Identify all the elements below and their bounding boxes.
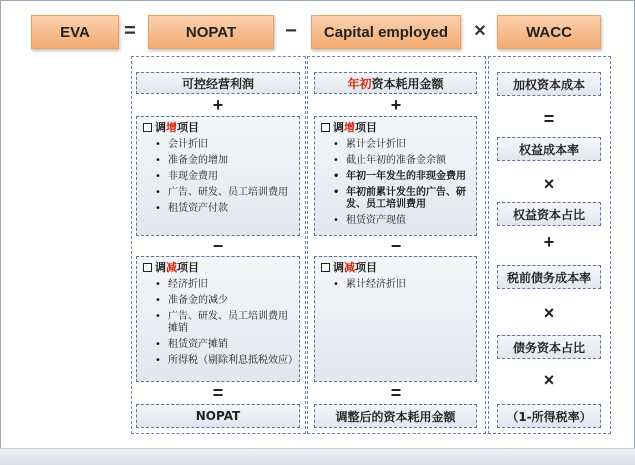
equals-symbol: =: [390, 382, 402, 403]
beginning-capital-box: 年初 资本耗用金额: [314, 72, 477, 94]
list-item: • 广告、研发、员工培训费用: [155, 187, 295, 199]
increase-items-title: 调 增 项目: [321, 119, 472, 135]
plus-symbol: +: [543, 231, 555, 252]
plus-symbol: +: [212, 94, 224, 115]
checkbox-square-icon: [143, 123, 152, 132]
list-item: • 累计会计折旧: [333, 139, 472, 151]
minus-symbol: −: [390, 235, 402, 256]
list-item: • 广告、研发、员工培训费用摊销: [155, 311, 295, 335]
equals-operator: =: [124, 19, 136, 42]
list-item: • 准备金的减少: [155, 295, 295, 307]
adjusted-capital-result-box: 调整后的资本耗用金额: [314, 404, 477, 428]
header-wacc: WACC: [497, 15, 601, 49]
one-minus-tax-rate-box: （1-所得税率）: [497, 404, 601, 428]
list-item: • 所得税（剔除利息抵税效应）: [155, 355, 295, 367]
times-operator: ×: [474, 19, 486, 42]
decrease-items-title: 调 减 项目: [321, 259, 472, 275]
pretax-debt-cost-rate-box: 税前债务成本率: [497, 265, 601, 289]
decrease-items-title: 调 减 项目: [143, 259, 295, 275]
times-symbol: ×: [543, 369, 555, 390]
header-eva: EVA: [31, 15, 119, 49]
list-item: • 会计折旧: [155, 139, 295, 151]
equals-symbol: =: [212, 382, 224, 403]
times-symbol: ×: [543, 302, 555, 323]
plus-symbol: +: [390, 94, 402, 115]
nopat-increase-items-box: [136, 116, 300, 236]
equals-symbol: =: [543, 108, 555, 129]
list-item: • 非现金费用: [155, 171, 295, 183]
list-item: • 年初前累计发生的广告、研发、员工培训费用: [333, 187, 472, 211]
debt-share-box: 债务资本占比: [497, 335, 601, 359]
minus-operator: −: [285, 19, 297, 42]
header-capital-employed: Capital employed: [311, 15, 461, 49]
bottom-status-strip: [0, 448, 635, 465]
list-item: • 租赁资产现值: [333, 215, 472, 227]
list-item: • 累计经济折旧: [333, 279, 472, 291]
list-item: • 年初一年发生的非现金费用: [333, 171, 472, 183]
weighted-capital-cost-box: 加权资本成本: [497, 72, 601, 96]
list-item: • 截止年初的准备金余额: [333, 155, 472, 167]
capital-decrease-items-box: [314, 256, 477, 382]
list-item: • 准备金的增加: [155, 155, 295, 167]
list-item: • 租赁资产付款: [155, 203, 295, 215]
equity-cost-rate-box: 权益成本率: [497, 137, 601, 161]
checkbox-square-icon: [143, 263, 152, 272]
equity-share-box: 权益资本占比: [497, 202, 601, 226]
nopat-decrease-items-box: [136, 256, 300, 382]
increase-items-title: 调 增 项目: [143, 119, 295, 135]
list-item: • 经济折旧: [155, 279, 295, 291]
header-nopat: NOPAT: [148, 15, 274, 49]
minus-symbol: −: [212, 235, 224, 256]
nopat-result-box: NOPAT: [136, 404, 300, 428]
checkbox-square-icon: [321, 123, 330, 132]
list-item: • 租赁资产摊销: [155, 339, 295, 351]
capital-increase-items-box: [314, 116, 477, 236]
checkbox-square-icon: [321, 263, 330, 272]
controllable-operating-profit-box: 可控经营利润: [136, 72, 300, 94]
times-symbol: ×: [543, 173, 555, 194]
